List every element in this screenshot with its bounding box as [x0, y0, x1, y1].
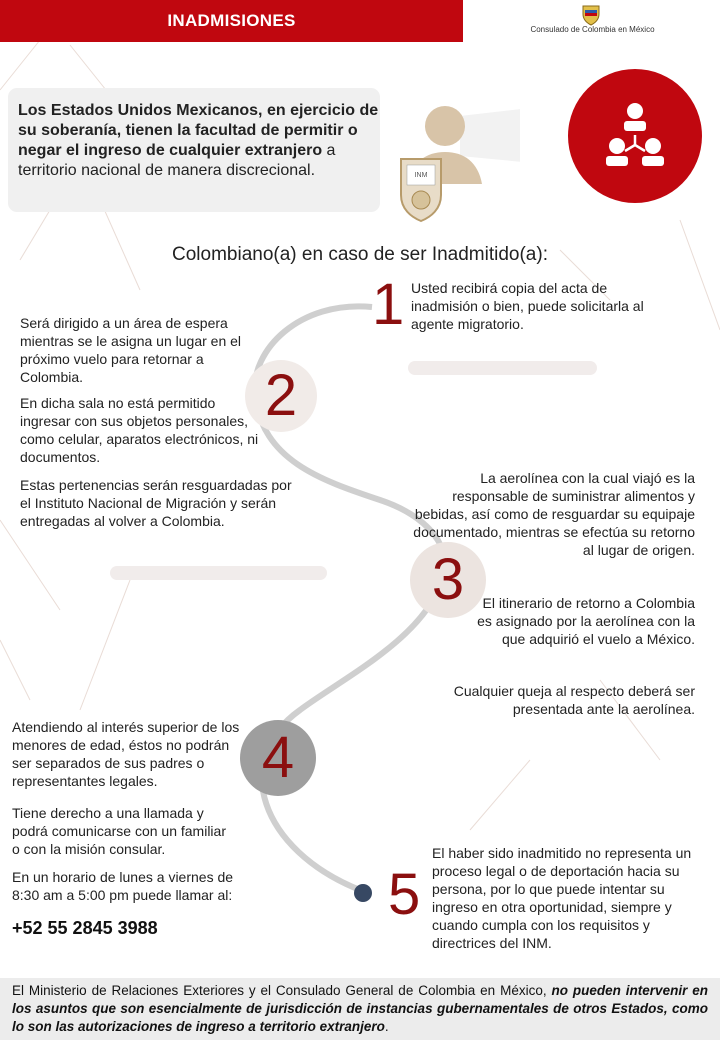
timeline-end-dot — [352, 882, 374, 904]
step-3-text-2: El itinerario de retorno a Colombia es asignado por la aerolínea con la que adquirió el vuelo a México. — [477, 595, 695, 647]
coat-of-arms-icon — [580, 2, 602, 26]
inm-badge-icon — [397, 155, 445, 223]
intro-text — [18, 101, 380, 181]
section-subtitle: Colombiano(a) en caso de ser Inadmitido(a): — [172, 244, 548, 265]
footer-disclaimer — [12, 982, 708, 1036]
step-2-text-1: Será dirigido a un área de espera mientras se le asigna un lugar en el próximo vuelo para retornar a Colombia. — [20, 315, 242, 385]
step-4-text-1: Atendiendo al interés superior de los menores de edad, éstos no podrán ser separados de sus padres o representantes legales. — [12, 719, 240, 789]
step-3-text-1: La aerolínea con la cual viajó es la responsable de suministrar alimentos y bebidas, así como de resguardar su equipaje documentado, mientras se efectúa su retorno al lugar de origen. — [413, 470, 695, 558]
page-title: INADMISIONES — [167, 11, 296, 30]
consulate-logo-text: Consulado de Colombia en México — [530, 25, 655, 34]
consulate-phone-number: +52 55 2845 3988 — [12, 918, 158, 938]
step-1-number: 1 — [372, 272, 405, 337]
step-2-text-3: Estas pertenencias serán resguardadas por el Instituto Nacional de Migración y serán entregadas al volver a Colombia. — [20, 477, 292, 529]
step-3-number: 3 — [431, 547, 465, 612]
intro-normal-text: a territorio nacional de manera discrecional. — [18, 142, 336, 179]
step-5-number: 5 — [388, 862, 421, 927]
inm-badge-text: INM — [414, 172, 428, 179]
step-2-text-2: En dicha sala no está permitido ingresar con sus objetos personales, como celular, aparatos electrónicos, ni documentos. — [20, 395, 259, 465]
step-2-number: 2 — [264, 363, 298, 428]
footer-end: . — [384, 1019, 389, 1034]
step-4-circle — [240, 720, 316, 796]
step-4-text-2: Tiene derecho a una llamada y podrá comunicarse con un familiar o con la misión consular. — [12, 805, 226, 857]
step-4-number: 4 — [261, 725, 295, 790]
footer-normal-text: El Ministerio de Relaciones Exteriores y el Consulado General de Colombia en México, — [12, 983, 552, 998]
step-3-text-3: Cualquier queja al respecto deberá ser presentada ante la aerolínea. — [453, 683, 695, 717]
intro-bold-text: Los Estados Unidos Mexicanos, en ejercicio de su soberanía, tienen la facultad de permitir o negar el ingreso de cualquier extranjero — [18, 102, 379, 159]
step-4-text-3: En un horario de lunes a viernes de 8:30 am a 5:00 pm puede llamar al: — [12, 869, 234, 903]
footer-emphasis-text: no pueden intervenir en los asuntos que son esencialmente de jurisdicción de instancias gubernamentales de otros Estados, como lo son las autorizaciones de ingreso a territorio extranjero — [12, 983, 708, 1034]
step-5-text: El haber sido inadmitido no representa un proceso legal o de deportación hacia su persona, por lo que puede intentar su ingreso en otra oportunidad, siempre y cuando cumpla con los requisitos y directrices del INM. — [432, 845, 692, 951]
step-1-text: Usted recibirá copia del acta de inadmisión o bien, puede solicitarla al agente migratorio. — [411, 280, 644, 332]
people-network-icon — [566, 67, 704, 205]
